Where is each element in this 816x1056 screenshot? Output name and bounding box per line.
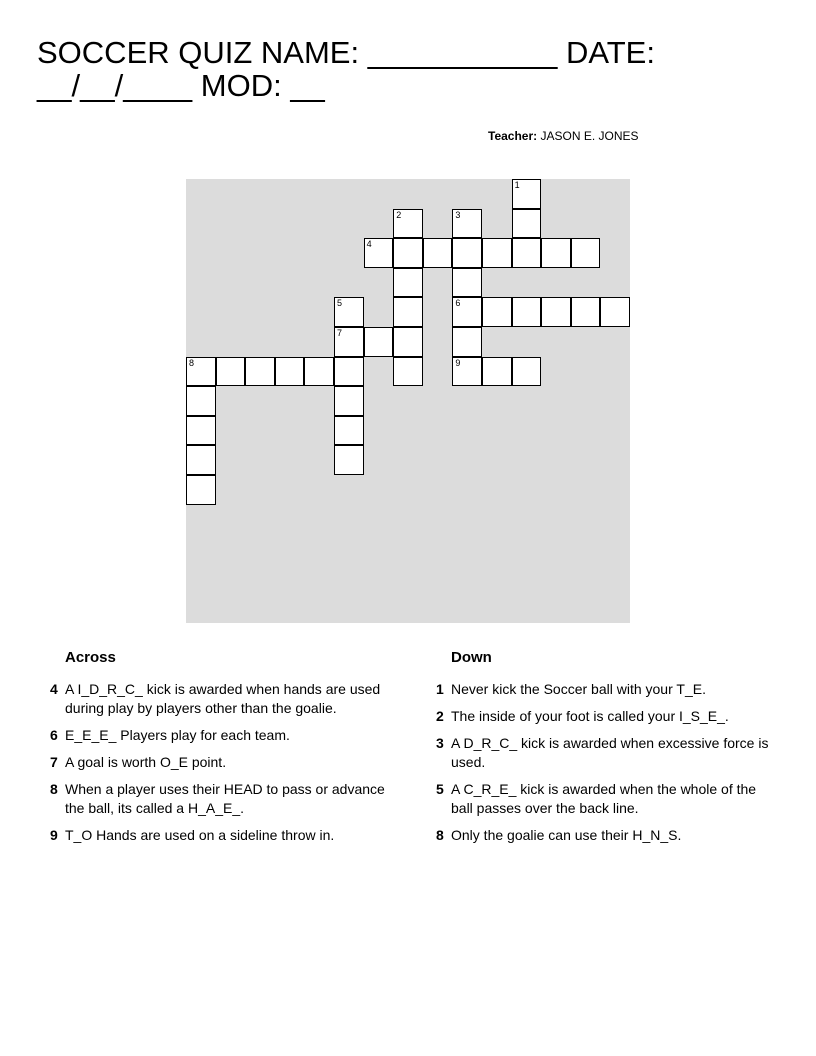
clue-item: [436, 826, 776, 845]
clue-item: [436, 680, 776, 699]
down-heading: Down: [451, 649, 492, 666]
cell-number: 9: [455, 357, 461, 368]
clue-number: 8: [50, 781, 58, 797]
crossword-cell[interactable]: [364, 327, 394, 357]
clue-text: When a player uses their HEAD to pass or advance the ball, its called a H_A_E_.: [65, 781, 385, 816]
crossword-cell[interactable]: [393, 327, 423, 357]
crossword-cell[interactable]: [512, 209, 542, 239]
cell-number: 7: [337, 328, 343, 338]
clue-text: Only the goalie can use their H_N_S.: [451, 827, 682, 843]
clue-item: [50, 826, 390, 845]
crossword-cell[interactable]: [482, 238, 512, 268]
clue-item: [50, 726, 390, 745]
clue-text: A C_R_E_ kick is awarded when the whole of the ball passes over the back line.: [451, 781, 757, 816]
crossword-cell[interactable]: [186, 357, 216, 387]
crossword-cell[interactable]: [452, 297, 482, 327]
crossword-cell[interactable]: [452, 238, 482, 268]
crossword-cell[interactable]: [393, 209, 423, 239]
clue-text: A I_D_R_C_ kick is awarded when hands are used during play by players other than the goalie.: [65, 681, 381, 716]
cell-number: 5: [337, 298, 343, 309]
cell-number: 3: [455, 209, 461, 220]
crossword-cell[interactable]: [512, 238, 542, 268]
crossword-cell[interactable]: [512, 297, 542, 327]
clue-number: 5: [436, 781, 444, 797]
crossword-cell[interactable]: [482, 357, 512, 387]
clue-item: [50, 680, 390, 718]
crossword-cell[interactable]: [186, 445, 216, 475]
page-title: SOCCER QUIZ NAME: ___________ DATE: __/__/____ MOD: __: [37, 35, 655, 103]
clue-number: 7: [50, 754, 58, 770]
crossword-cell[interactable]: [304, 357, 334, 387]
crossword-cell[interactable]: [334, 416, 364, 446]
clue-number: 1: [436, 681, 444, 697]
crossword-cell[interactable]: [541, 297, 571, 327]
crossword-cell[interactable]: [452, 209, 482, 239]
crossword-cell[interactable]: [216, 357, 246, 387]
crossword-cell[interactable]: [512, 357, 542, 387]
crossword-cell[interactable]: [423, 238, 453, 268]
crossword-cell[interactable]: [334, 445, 364, 475]
across-clue-list: [50, 680, 390, 853]
crossword-cell[interactable]: [452, 268, 482, 298]
crossword-cell[interactable]: [334, 357, 364, 387]
crossword-cell[interactable]: [571, 238, 601, 268]
crossword-cell[interactable]: [393, 238, 423, 268]
clue-number: 2: [436, 708, 444, 724]
crossword-cell[interactable]: [393, 297, 423, 327]
clue-text: Never kick the Soccer ball with your T_E.: [451, 681, 706, 697]
crossword-grid: [186, 179, 630, 623]
clue-text: A goal is worth O_E point.: [65, 754, 227, 770]
clue-text: A D_R_C_ kick is awarded when excessive force is used.: [451, 735, 769, 770]
clue-text: The inside of your foot is called your I_S_E_.: [451, 708, 729, 724]
teacher-label: Teacher:: [488, 129, 538, 143]
crossword-cell[interactable]: [482, 297, 512, 327]
clue-number: 6: [50, 727, 58, 743]
crossword-cell[interactable]: [393, 357, 423, 387]
cell-number: 4: [366, 239, 372, 250]
teacher-name: JASON E. JONES: [540, 129, 639, 143]
crossword-cell[interactable]: [334, 386, 364, 416]
clue-text: T_O Hands are used on a sideline throw in.: [65, 827, 335, 843]
crossword-cell[interactable]: [393, 268, 423, 298]
clue-number: 3: [436, 735, 444, 751]
crossword-cell[interactable]: [452, 357, 482, 387]
cell-number: 1: [514, 180, 520, 190]
crossword-cell[interactable]: [334, 297, 364, 327]
clue-number: 8: [436, 827, 444, 843]
crossword-cell[interactable]: [245, 357, 275, 387]
across-heading: Across: [65, 649, 116, 666]
cell-number: 6: [455, 298, 461, 309]
cell-number: 8: [189, 357, 195, 368]
clue-item: [50, 780, 390, 818]
crossword-cell[interactable]: [600, 297, 630, 327]
clue-item: [436, 734, 776, 772]
clue-number: 4: [50, 681, 58, 697]
crossword-cell[interactable]: [364, 238, 394, 268]
teacher-line: [488, 129, 639, 143]
clue-item: [436, 780, 776, 818]
crossword-cell[interactable]: [512, 179, 542, 209]
crossword-cell[interactable]: [452, 327, 482, 357]
crossword-cell[interactable]: [571, 297, 601, 327]
cell-number: 2: [396, 209, 402, 220]
crossword-cell[interactable]: [275, 357, 305, 387]
crossword-cell[interactable]: [541, 238, 571, 268]
down-clue-list: [436, 680, 776, 853]
clue-item: [436, 707, 776, 726]
crossword-cell[interactable]: [186, 386, 216, 416]
crossword-cell[interactable]: [186, 475, 216, 505]
clue-number: 9: [50, 827, 58, 843]
clue-text: E_E_E_ Players play for each team.: [65, 727, 290, 743]
crossword-cell[interactable]: [186, 416, 216, 446]
crossword-cell[interactable]: [334, 327, 364, 357]
clue-item: [50, 753, 390, 772]
